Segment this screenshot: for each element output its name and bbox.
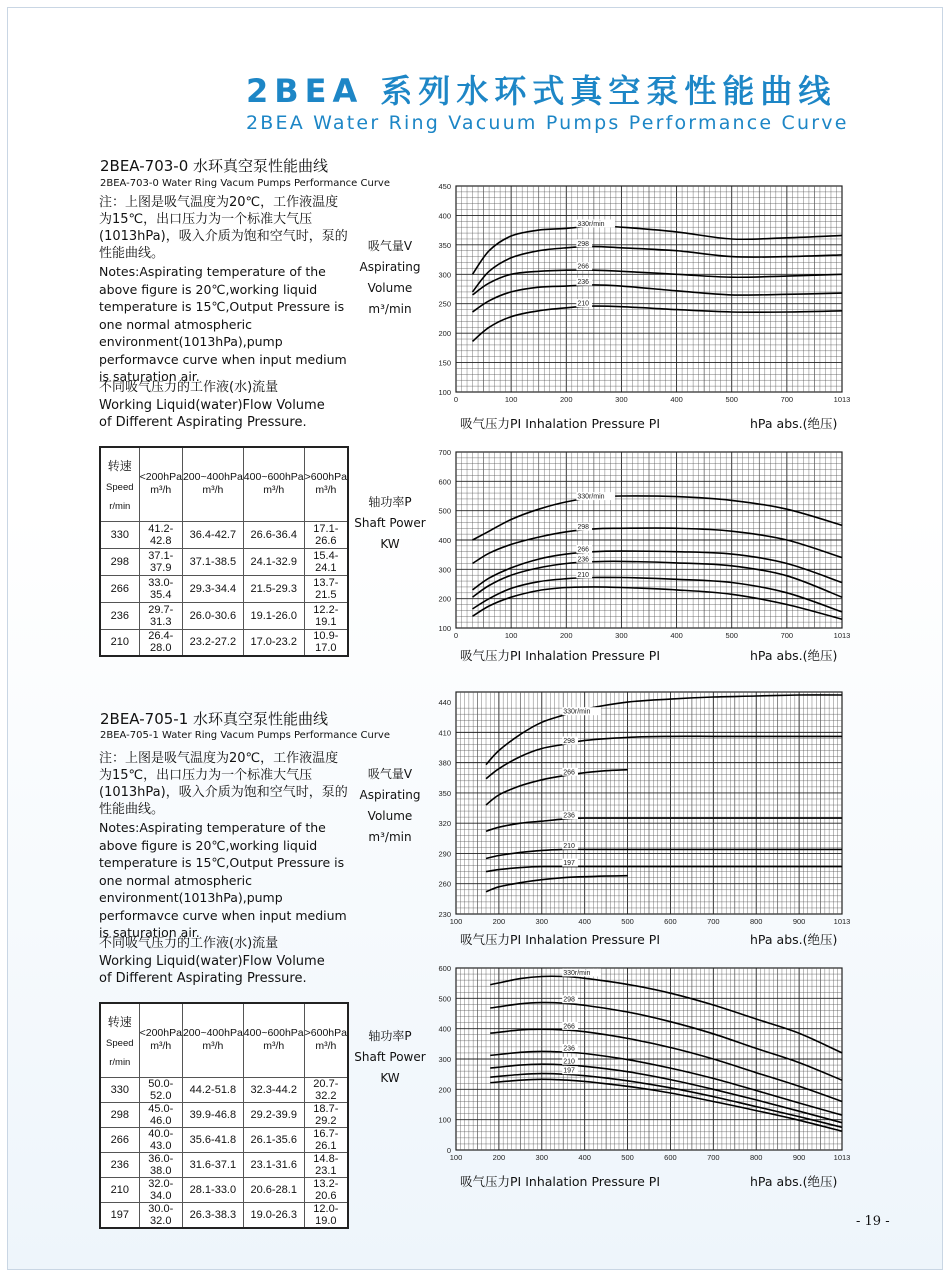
power-chart: [420, 446, 850, 646]
x-tick-label: 600: [664, 917, 677, 926]
table-row: 266 40.0-43.0 35.6-41.8 26.1-35.6 16.7-26.1: [100, 1127, 348, 1152]
x-tick-label: 800: [749, 917, 763, 926]
y-tick-label: 200: [438, 1085, 451, 1095]
y-tick-label: 100: [438, 388, 451, 397]
series-label: 330r/min: [563, 969, 591, 977]
y-tick-label: 400: [438, 211, 451, 221]
x-tick-label: 400: [578, 1153, 591, 1162]
speed-header: 转速 Speed r/min: [100, 1003, 139, 1077]
section-subtitle: 2BEA-703-0 Water Ring Vacum Pumps Performance Curve: [100, 178, 391, 189]
table-row: 298 45.0-46.0 39.9-46.8 29.2-39.9 18.7-29.2: [100, 1102, 348, 1127]
speed-header: 转速 Speed r/min: [100, 447, 139, 521]
x-axis-caption: 吸气压力PI Inhalation Pressure PI: [460, 648, 661, 663]
page-number: - 19 -: [856, 1214, 890, 1229]
y-tick-label: 700: [438, 448, 451, 457]
volume-chart: [420, 180, 850, 410]
series-label: 298: [577, 240, 590, 248]
y-tick-label: 0: [446, 1146, 451, 1155]
y-tick-label: 410: [438, 728, 451, 738]
x-axis-unit: hPa abs.(绝压): [750, 648, 838, 663]
x-tick-label: 500: [621, 917, 634, 926]
x-tick-label: 1013: [833, 395, 851, 404]
flow-caption-en-1: Working Liquid(water)Flow Volume: [99, 954, 325, 969]
col-header: 400~600hPa m³/h: [243, 1003, 304, 1077]
y-tick-label: 300: [438, 1055, 451, 1064]
page-title-cn: 2BEA 系列水环式真空泵性能曲线: [246, 72, 837, 110]
x-tick-label: 500: [725, 395, 738, 404]
series-label: 236: [563, 1045, 575, 1053]
table-row: 210 32.0-34.0 28.1-33.0 20.6-28.1 13.2-20.6: [100, 1177, 348, 1202]
note-cn: 注：上图是吸气温度为20℃，工作液温度为15℃，出口压力为一个标准大气压(1013hPa)，吸入介质为饱和空气时，泵的性能曲线。: [99, 195, 348, 261]
y-tick-label: 260: [438, 879, 451, 889]
power-chart: [420, 962, 850, 1162]
power-axis-label: 轴功率P Shaft Power KW: [354, 495, 426, 551]
x-axis-unit: hPa abs.(绝压): [750, 416, 838, 431]
series-label: 298: [577, 524, 590, 532]
x-tick-label: 200: [560, 631, 573, 640]
power-axis-label: 轴功率P Shaft Power KW: [354, 1029, 426, 1085]
table-row: 210 26.4-28.0 23.2-27.2 17.0-23.2 10.9-17.0: [100, 629, 348, 656]
y-tick-label: 500: [438, 994, 451, 1004]
y-tick-label: 230: [438, 910, 451, 919]
series-label: 266: [577, 263, 590, 271]
note-en: Notes:Aspirating temperature of the above figure is 20℃,working liquid temperature is 15℃,Output Pressure is one normal atmospheric environment(1013hPa),pump performavce curve when input medium is saturation air.: [99, 264, 347, 384]
x-tick-label: 900: [792, 917, 806, 926]
volume-axis-label: 吸气量V Aspirating Volume m³/min: [359, 239, 421, 316]
x-tick-label: 200: [492, 917, 506, 926]
series-label: 266: [577, 546, 590, 554]
col-header: 200~400hPa m³/h: [182, 1003, 243, 1077]
flow-caption-cn: 不同吸气压力的工作液(水)流量: [99, 936, 279, 951]
y-tick-label: 400: [438, 536, 451, 545]
table-row: 197 30.0-32.0 26.3-38.3 19.0-26.3 12.0-19.0: [100, 1202, 348, 1228]
y-tick-label: 150: [438, 358, 451, 368]
x-tick-label: 900: [792, 1153, 806, 1162]
table-row: 330 50.0-52.0 44.2-51.8 32.3-44.2 20.7-32.2: [100, 1077, 348, 1102]
x-tick-label: 100: [449, 1153, 463, 1162]
flow-table: [99, 1002, 349, 1229]
series-label: 197: [563, 860, 575, 868]
x-axis-caption: 吸气压力PI Inhalation Pressure PI: [460, 416, 661, 431]
x-axis-unit: hPa abs.(绝压): [750, 1174, 838, 1189]
x-tick-label: 700: [780, 395, 794, 404]
y-tick-label: 100: [438, 1115, 451, 1125]
x-tick-label: 600: [664, 1153, 677, 1162]
y-tick-label: 200: [438, 329, 451, 339]
x-tick-label: 500: [725, 631, 738, 640]
table-row: 298 37.1-37.9 37.1-38.5 24.1-32.9 15.4-24.1: [100, 548, 348, 575]
y-tick-label: 250: [438, 299, 451, 309]
series-label: 298: [563, 737, 575, 745]
col-header: >600hPa m³/h: [304, 1003, 348, 1077]
page-title-en: 2BEA Water Ring Vacuum Pumps Performance Curve: [246, 112, 849, 134]
volume-chart: [420, 686, 850, 926]
series-label: 197: [563, 1067, 575, 1075]
x-tick-label: 300: [615, 395, 628, 404]
series-label: 330r/min: [577, 220, 605, 228]
x-tick-label: 400: [670, 631, 683, 640]
series-label: 236: [577, 556, 590, 564]
x-tick-label: 100: [449, 917, 463, 926]
volume-axis-label: 吸气量V Aspirating Volume m³/min: [359, 767, 421, 844]
y-tick-label: 440: [438, 698, 451, 708]
flow-caption-en-1: Working Liquid(water)Flow Volume: [99, 398, 325, 413]
series-label: 266: [563, 769, 575, 777]
series-label: 298: [563, 996, 575, 1004]
note-en: Notes:Aspirating temperature of the above figure is 20℃,working liquid temperature is 15℃,Output Pressure is one normal atmospheric environment(1013hPa),pump performavce curve when input medium is saturation air.: [99, 820, 347, 940]
x-tick-label: 300: [535, 917, 549, 926]
x-axis-unit: hPa abs.(绝压): [750, 932, 838, 947]
y-tick-label: 400: [438, 1024, 451, 1034]
col-header: 200~400hPa m³/h: [182, 447, 243, 521]
note-cn: 注：上图是吸气温度为20℃，工作液温度为15℃，出口压力为一个标准大气压(1013hPa)，吸入介质为饱和空气时，泵的性能曲线。: [99, 751, 348, 817]
x-tick-label: 1013: [833, 631, 851, 640]
y-tick-label: 300: [438, 565, 451, 575]
series-label: 210: [577, 300, 590, 308]
series-label: 210: [563, 842, 575, 850]
x-tick-label: 300: [535, 1153, 549, 1162]
x-tick-label: 800: [749, 1153, 763, 1162]
col-header: <200hPa m³/h: [139, 1003, 182, 1077]
x-tick-label: 400: [670, 395, 683, 404]
table-row: 330 41.2-42.8 36.4-42.7 26.6-36.4 17.1-26.6: [100, 521, 348, 548]
x-tick-label: 100: [504, 631, 518, 640]
x-axis-caption: 吸气压力PI Inhalation Pressure PI: [460, 1174, 661, 1189]
y-tick-label: 100: [438, 624, 451, 633]
col-header: >600hPa m³/h: [304, 447, 348, 521]
y-tick-label: 350: [438, 240, 451, 250]
y-tick-label: 320: [438, 819, 451, 829]
y-tick-label: 500: [438, 506, 451, 516]
table-row: 236 29.7-31.3 26.0-30.6 19.1-26.0 12.2-19.1: [100, 602, 348, 629]
flow-caption-cn: 不同吸气压力的工作液(水)流量: [99, 380, 279, 395]
y-tick-label: 600: [438, 477, 451, 487]
series-label: 330r/min: [577, 493, 605, 501]
series-label: 266: [563, 1023, 575, 1031]
x-tick-label: 1013: [833, 917, 851, 926]
table-row: 266 33.0-35.4 29.3-34.4 21.5-29.3 13.7-21.5: [100, 575, 348, 602]
x-tick-label: 0: [453, 395, 459, 404]
y-tick-label: 350: [438, 788, 451, 798]
section-subtitle: 2BEA-705-1 Water Ring Vacum Pumps Performance Curve: [100, 730, 391, 741]
y-tick-label: 300: [438, 270, 451, 280]
series-label: 236: [563, 812, 575, 820]
x-tick-label: 400: [578, 917, 591, 926]
x-axis-caption: 吸气压力PI Inhalation Pressure PI: [460, 932, 661, 947]
table-row: 236 36.0-38.0 31.6-37.1 23.1-31.6 14.8-23.1: [100, 1152, 348, 1177]
section-title: 2BEA-705-1 水环真空泵性能曲线: [100, 710, 329, 728]
col-header: 400~600hPa m³/h: [243, 447, 304, 521]
x-tick-label: 700: [707, 1153, 720, 1162]
series-label: 210: [577, 571, 590, 579]
section-title: 2BEA-703-0 水环真空泵性能曲线: [100, 157, 329, 175]
y-tick-label: 600: [438, 964, 451, 973]
col-header: <200hPa m³/h: [139, 447, 182, 521]
y-tick-label: 380: [438, 758, 451, 768]
series-label: 210: [563, 1058, 575, 1066]
series-label: 330r/min: [563, 708, 591, 716]
flow-caption-en-2: of Different Aspirating Pressure.: [99, 971, 307, 986]
x-tick-label: 300: [615, 631, 628, 640]
flow-table: [99, 446, 349, 657]
x-tick-label: 200: [560, 395, 573, 404]
x-tick-label: 1013: [833, 1153, 851, 1162]
x-tick-label: 100: [504, 395, 518, 404]
x-tick-label: 700: [707, 917, 720, 926]
x-tick-label: 0: [453, 631, 459, 640]
y-tick-label: 290: [438, 849, 451, 859]
x-tick-label: 200: [492, 1153, 506, 1162]
x-tick-label: 500: [621, 1153, 634, 1162]
y-tick-label: 200: [438, 594, 451, 604]
y-tick-label: 450: [438, 182, 451, 191]
flow-caption-en-2: of Different Aspirating Pressure.: [99, 415, 307, 430]
x-tick-label: 700: [780, 631, 794, 640]
series-label: 236: [577, 279, 590, 287]
